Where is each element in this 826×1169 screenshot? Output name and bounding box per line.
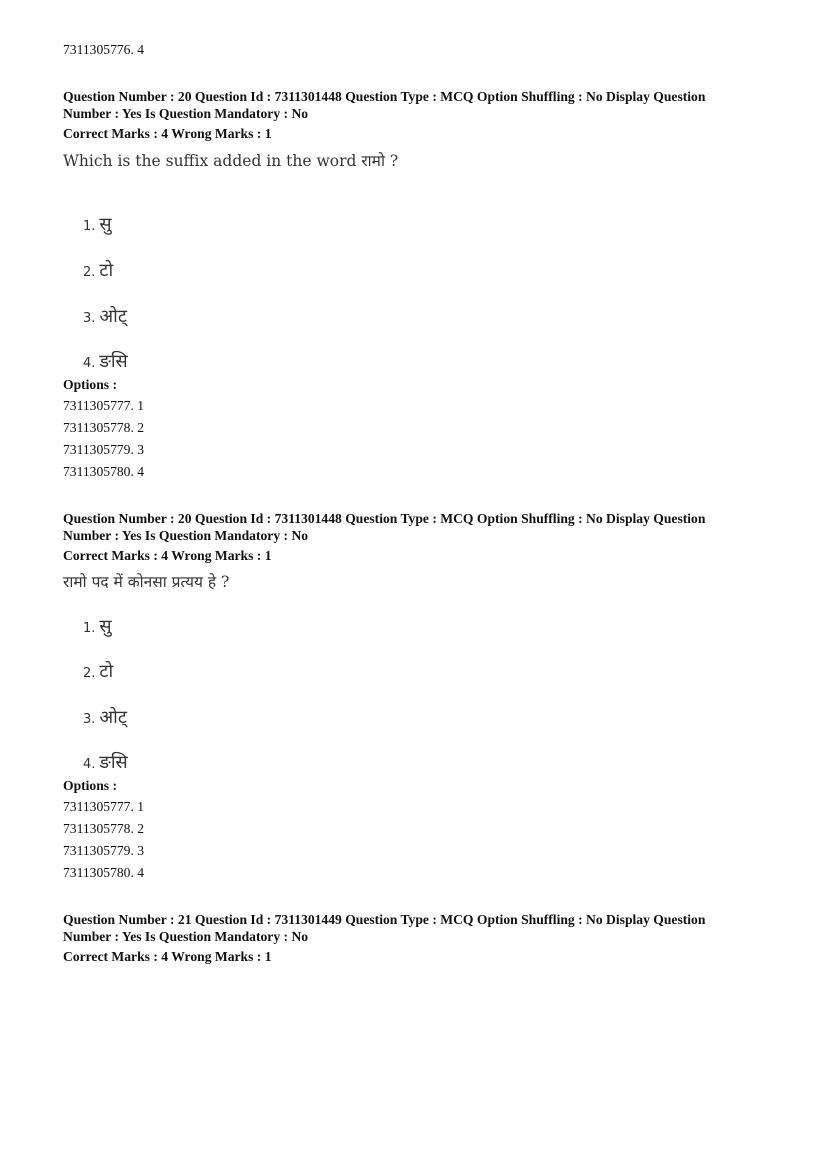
choice-text: ओट् [99,306,127,327]
question-header-line2: Number : Yes Is Question Mandatory : No [63,929,309,944]
choice-item [83,260,113,284]
choice-item [83,351,128,375]
choice-number: 2. [83,265,96,280]
question-text: रामो पद में कोनसा प्रत्यय हे ? [63,573,230,591]
option-id-line: 7311305779. 3 [63,442,145,457]
question-text: Which is the suffix added in the word रामो ? [63,152,399,170]
choice-number: 2. [83,666,96,681]
choice-item [83,752,128,776]
choice-text: टो [99,661,114,682]
choice-text: ङसि [99,351,128,372]
choice-text: टो [99,260,114,281]
question-marks: Correct Marks : 4 Wrong Marks : 1 [63,949,272,964]
option-id-line: 7311305777. 1 [63,398,145,413]
question-header-line1: Question Number : 20 Question Id : 7311301448 Question Type : MCQ Option Shuffling : No Display Question [63,89,706,104]
choice-text: सु [99,214,112,235]
choice-number: 3. [83,311,96,326]
question-header-line1: Question Number : 20 Question Id : 7311301448 Question Type : MCQ Option Shuffling : No Display Question [63,511,706,526]
question-header-line1: Question Number : 21 Question Id : 7311301449 Question Type : MCQ Option Shuffling : No Display Question [63,912,706,927]
option-id-line: 7311305778. 2 [63,420,145,435]
choice-number: 4. [83,356,96,371]
choice-item [83,306,127,330]
choice-number: 3. [83,712,96,727]
choice-number: 1. [83,621,96,636]
option-id-line: 7311305780. 4 [63,865,145,880]
choice-text: ङसि [99,752,128,773]
option-id-line: 7311305778. 2 [63,821,145,836]
question-header-line2: Number : Yes Is Question Mandatory : No [63,528,309,543]
question-marks: Correct Marks : 4 Wrong Marks : 1 [63,126,272,141]
choice-text: सु [99,616,112,637]
options-label: Options : [63,778,118,793]
options-label: Options : [63,377,118,392]
choice-number: 4. [83,757,96,772]
question-header-line2: Number : Yes Is Question Mandatory : No [63,106,309,121]
choice-item [83,616,112,640]
choice-item [83,707,127,731]
choice-item [83,661,113,685]
option-id-line: 7311305777. 1 [63,799,145,814]
option-id-line: 7311305780. 4 [63,464,145,479]
choice-number: 1. [83,219,96,234]
choice-item [83,214,112,238]
question-marks: Correct Marks : 4 Wrong Marks : 1 [63,548,272,563]
choice-text: ओट् [99,707,127,728]
option-id-line: 7311305779. 3 [63,843,145,858]
prev-answer-line: 7311305776. 4 [63,42,145,57]
